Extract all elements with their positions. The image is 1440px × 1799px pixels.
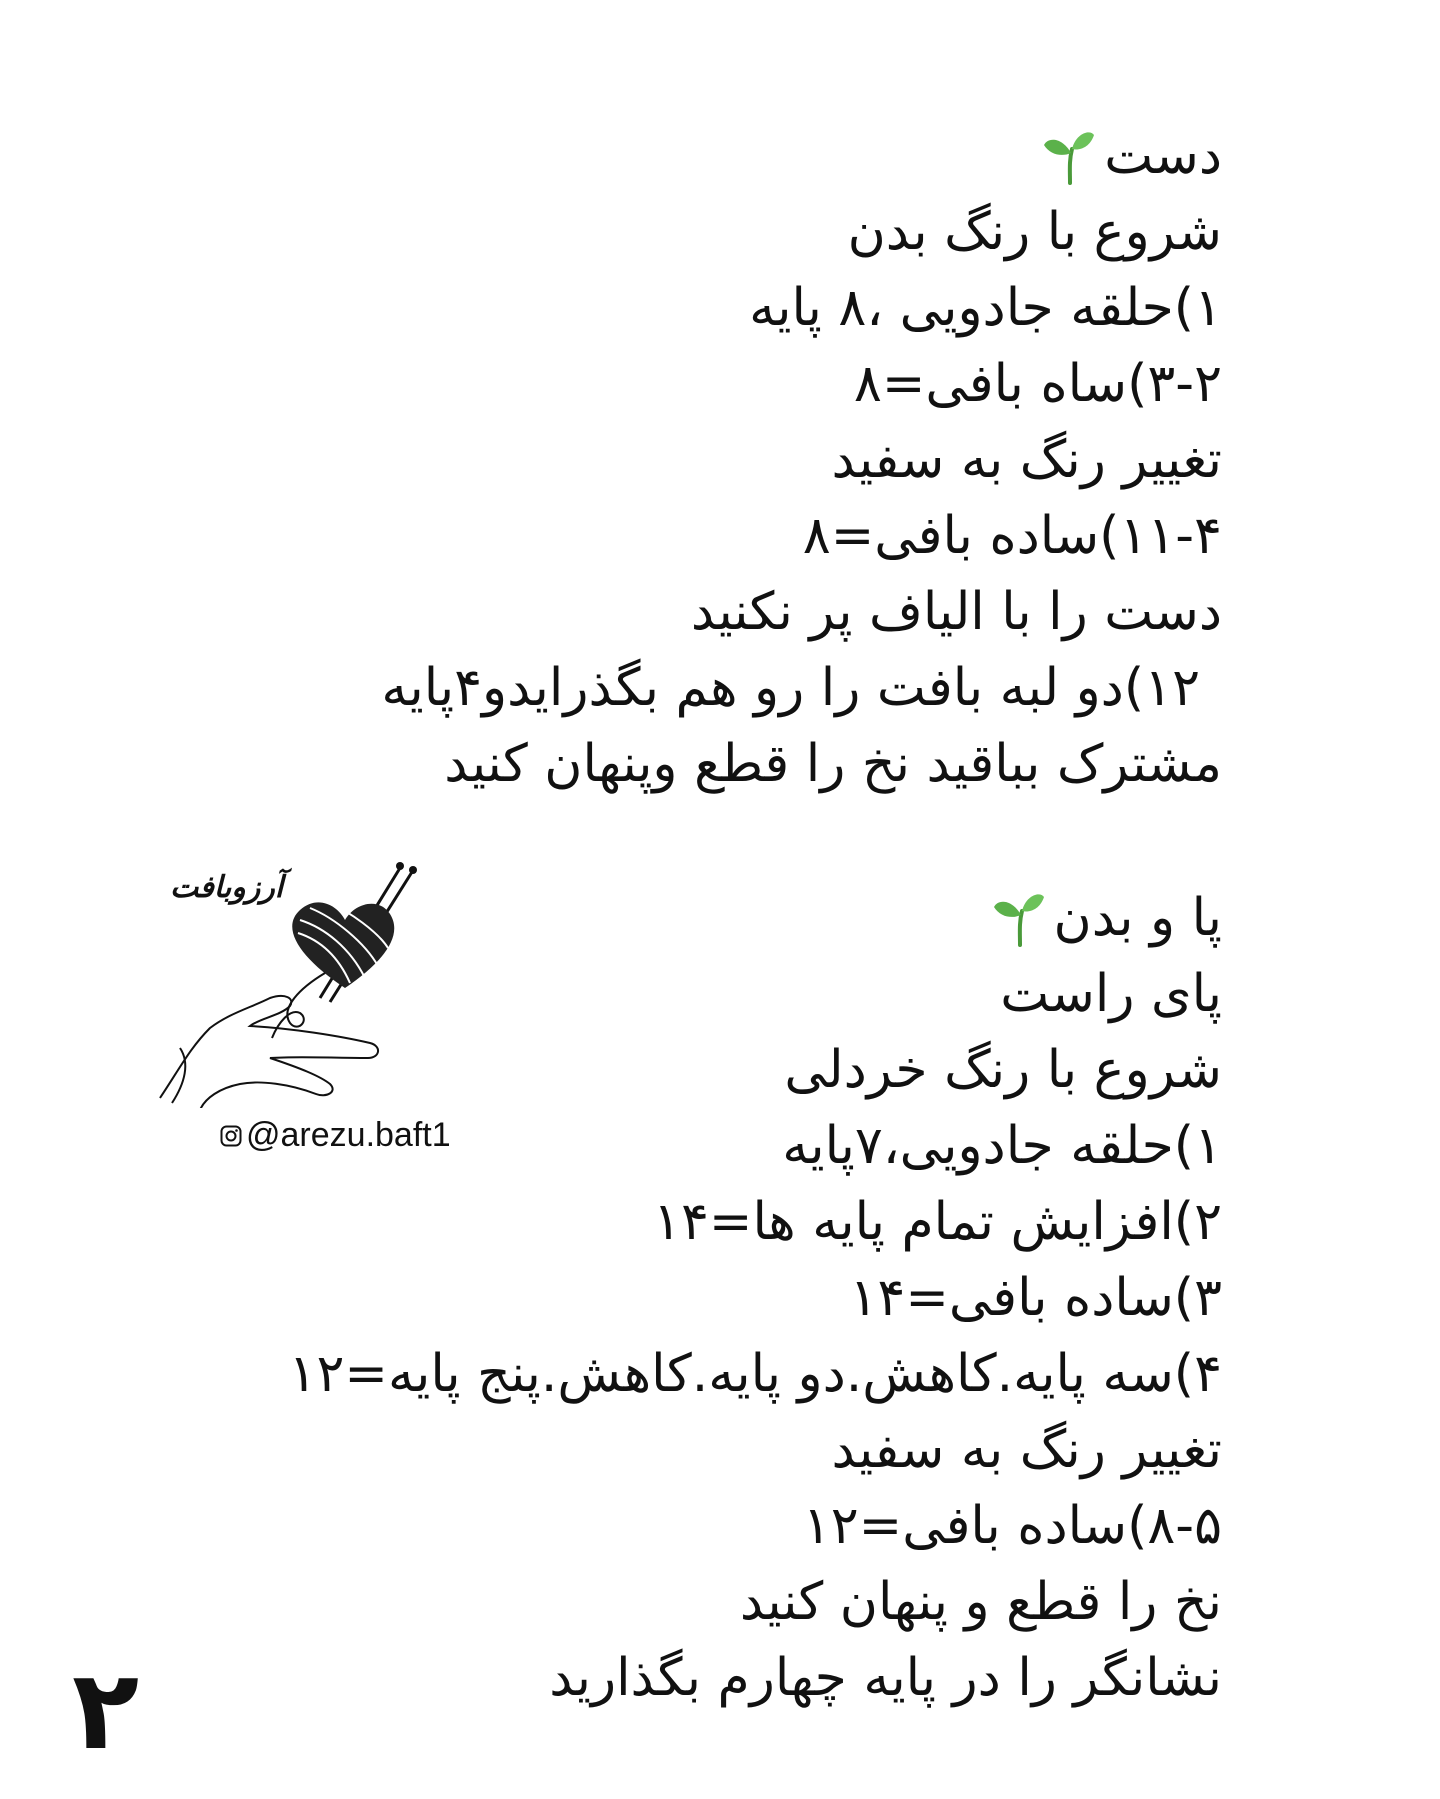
leg-line-9: نخ را قطع و پنهان کنید <box>739 1572 1222 1632</box>
hand-line-8: مشترک بباقید نخ را قطع وپنهان کنید <box>444 734 1222 794</box>
leg-line-3: ۱)حلقه جادویی،۷پایه <box>782 1116 1222 1176</box>
leg-line-2: شروع با رنگ خردلی <box>784 1040 1222 1100</box>
hand-line-1: شروع با رنگ بدن <box>847 202 1222 262</box>
section-hand <box>381 118 1222 802</box>
section-leg-title: پا و بدن <box>1053 888 1222 948</box>
logo-title: آرزوبافت <box>170 870 284 905</box>
sprout-icon <box>992 889 1046 947</box>
instagram-handle-text: @arezu.baft1 <box>246 1116 451 1154</box>
leg-line-10: نشانگر را در پایه چهارم بگذارید <box>549 1648 1222 1708</box>
hand-line-3: ۳-۲)ساه بافی=۸ <box>853 354 1222 414</box>
section-hand-heading <box>381 118 1222 194</box>
hand-line-2: ۱)حلقه جادویی ،۸ پایه <box>749 278 1222 338</box>
hand-line-7: ۱۲)دو لبه بافت را رو هم بگذرایدو۴پایه <box>381 658 1200 718</box>
leg-line-8: ۸-۵)ساده بافی=۱۲ <box>802 1496 1222 1556</box>
instagram-icon <box>220 1125 242 1147</box>
page-number: ۲ <box>72 1646 140 1774</box>
leg-line-4: ۲)افزایش تمام پایه ها=۱۴ <box>653 1192 1222 1252</box>
section-leg <box>289 880 1222 1716</box>
leg-line-7: تغییر رنگ به سفید <box>831 1420 1222 1480</box>
hand-line-4: تغییر رنگ به سفید <box>831 430 1222 490</box>
section-leg-heading <box>289 880 1222 956</box>
leg-line-1: پای راست <box>1000 964 1222 1024</box>
section-hand-title: دست <box>1104 126 1222 186</box>
leg-line-5: ۳)ساده بافی=۱۴ <box>849 1268 1222 1328</box>
sprout-icon <box>1042 127 1096 185</box>
hand-line-5: ۱۱-۴)ساده بافی=۸ <box>802 506 1222 566</box>
hand-line-6: دست را با الیاف پر نکنید <box>690 582 1222 642</box>
leg-line-6: ۴)سه پایه.کاهش.دو پایه.کاهش.پنج پایه=۱۲ <box>288 1344 1222 1404</box>
